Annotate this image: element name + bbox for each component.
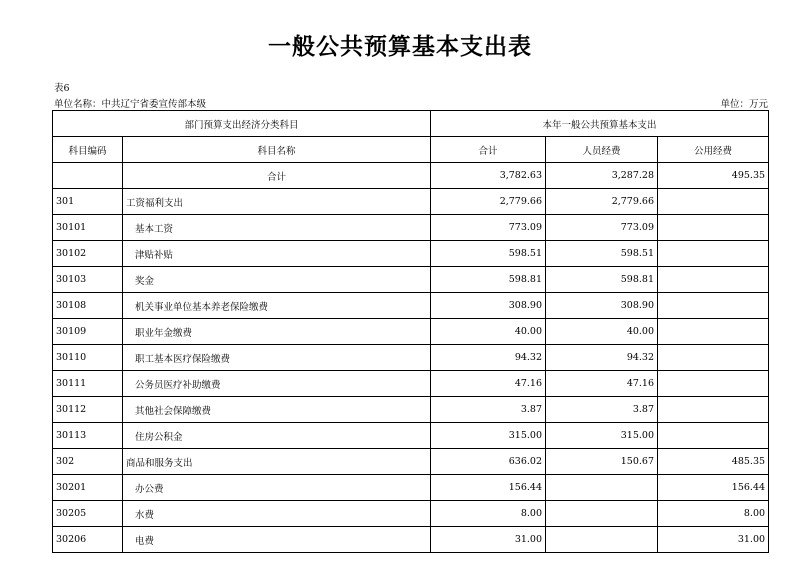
row-personnel: 47.16: [546, 371, 658, 397]
row-name: 商品和服务支出: [123, 449, 431, 475]
currency-unit: 单位：万元: [720, 99, 768, 110]
budget-table: [52, 110, 769, 553]
row-name: 工资福利支出: [123, 189, 431, 215]
row-public: [658, 215, 769, 241]
row-public: [658, 319, 769, 345]
row-public: [658, 189, 769, 215]
row-personnel: [546, 475, 658, 501]
row-personnel: 94.32: [546, 345, 658, 371]
row-total: 31.00: [431, 527, 546, 553]
row-code: 30110: [53, 345, 123, 371]
row-public: [658, 371, 769, 397]
row-name: 机关事业单位基本养老保险缴费: [123, 293, 431, 319]
table-row: [53, 293, 769, 319]
row-total: 598.81: [431, 267, 546, 293]
row-code: 30113: [53, 423, 123, 449]
table-row: [53, 215, 769, 241]
row-code: 30109: [53, 319, 123, 345]
row-code: 30101: [53, 215, 123, 241]
row-public: [658, 423, 769, 449]
row-name: 公务员医疗补助缴费: [123, 371, 431, 397]
row-total: 47.16: [431, 371, 546, 397]
row-personnel: [546, 501, 658, 527]
table-row: [53, 267, 769, 293]
unit-name: 单位名称：中共辽宁省委宣传部本级: [54, 99, 207, 110]
row-total: 156.44: [431, 475, 546, 501]
row-public: 156.44: [658, 475, 769, 501]
total-public: 495.35: [658, 163, 769, 189]
row-total: 94.32: [431, 345, 546, 371]
table-row: [53, 189, 769, 215]
table-row: [53, 241, 769, 267]
header-public: 公用经费: [658, 137, 769, 163]
row-public: 8.00: [658, 501, 769, 527]
row-personnel: 150.67: [546, 449, 658, 475]
header-group-right: 本年一般公共预算基本支出: [431, 111, 769, 137]
row-code: 30103: [53, 267, 123, 293]
page-title: 一般公共预算基本支出表: [268, 33, 532, 60]
row-name: 职业年金缴费: [123, 319, 431, 345]
row-name: 奖金: [123, 267, 431, 293]
row-code: 30201: [53, 475, 123, 501]
row-personnel: [546, 527, 658, 553]
row-name: 水费: [123, 501, 431, 527]
row-code: 30102: [53, 241, 123, 267]
row-name: 电费: [123, 527, 431, 553]
header-personnel: 人员经费: [546, 137, 658, 163]
row-code: 302: [53, 449, 123, 475]
row-personnel: 3.87: [546, 397, 658, 423]
row-name: 住房公积金: [123, 423, 431, 449]
total-total: 3,782.63: [431, 163, 546, 189]
total-label: 合计: [123, 163, 431, 189]
row-total: 636.02: [431, 449, 546, 475]
row-public: 485.35: [658, 449, 769, 475]
row-total: 315.00: [431, 423, 546, 449]
table-row: [53, 501, 769, 527]
header-name: 科目名称: [123, 137, 431, 163]
row-code: 301: [53, 189, 123, 215]
row-total: 8.00: [431, 501, 546, 527]
row-total: 308.90: [431, 293, 546, 319]
header-code: 科目编码: [53, 137, 123, 163]
row-total: 40.00: [431, 319, 546, 345]
row-personnel: 308.90: [546, 293, 658, 319]
row-name: 职工基本医疗保险缴费: [123, 345, 431, 371]
row-code: 30206: [53, 527, 123, 553]
table-row: [53, 345, 769, 371]
row-personnel: 773.09: [546, 215, 658, 241]
total-personnel: 3,287.28: [546, 163, 658, 189]
row-name: 办公费: [123, 475, 431, 501]
row-public: [658, 241, 769, 267]
header-total: 合计: [431, 137, 546, 163]
row-public: [658, 397, 769, 423]
row-total: 598.51: [431, 241, 546, 267]
row-public: 31.00: [658, 527, 769, 553]
table-row: [53, 371, 769, 397]
table-row: [53, 423, 769, 449]
header-row-columns: [53, 137, 769, 163]
row-personnel: 315.00: [546, 423, 658, 449]
row-name: 其他社会保障缴费: [123, 397, 431, 423]
table-row: [53, 527, 769, 553]
row-total: 2,779.66: [431, 189, 546, 215]
row-name: 基本工资: [123, 215, 431, 241]
table-row: [53, 449, 769, 475]
row-code: 30205: [53, 501, 123, 527]
row-personnel: 598.81: [546, 267, 658, 293]
table-row: [53, 319, 769, 345]
table-row: [53, 475, 769, 501]
header-row-group: [53, 111, 769, 137]
row-total: 3.87: [431, 397, 546, 423]
row-code: 30112: [53, 397, 123, 423]
table-number: 表6: [54, 83, 70, 94]
row-code: 30111: [53, 371, 123, 397]
row-total: 773.09: [431, 215, 546, 241]
row-personnel: 598.51: [546, 241, 658, 267]
row-personnel: 40.00: [546, 319, 658, 345]
header-group-left: 部门预算支出经济分类科目: [53, 111, 431, 137]
row-personnel: 2,779.66: [546, 189, 658, 215]
table-row: [53, 397, 769, 423]
row-code: 30108: [53, 293, 123, 319]
row-public: [658, 267, 769, 293]
row-public: [658, 293, 769, 319]
row-name: 津贴补贴: [123, 241, 431, 267]
row-public: [658, 345, 769, 371]
total-code-cell: [53, 163, 123, 189]
total-row: [53, 163, 769, 189]
